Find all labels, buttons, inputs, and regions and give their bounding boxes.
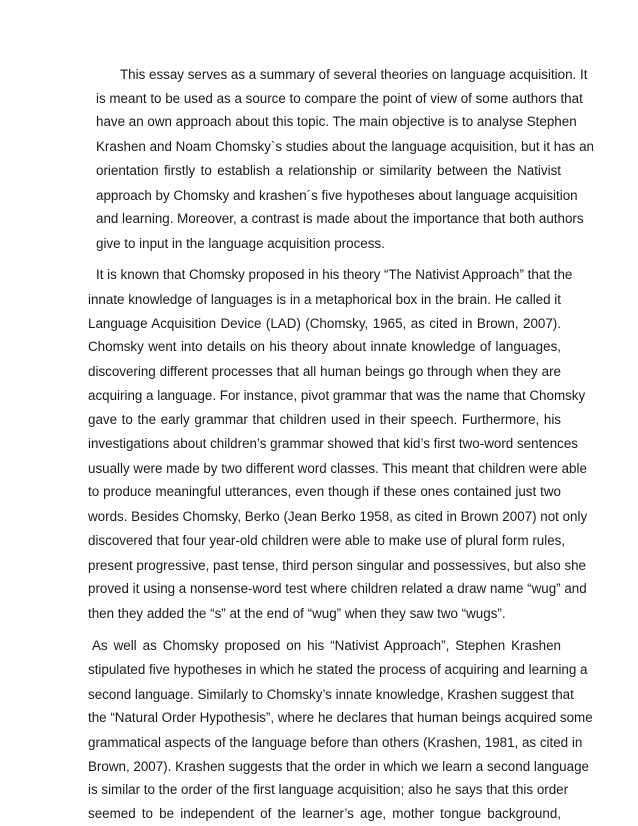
paragraph-2-line-13: present progressive, past tense, third person singular and possessives, but also she (88, 557, 586, 573)
paragraph-2-line-14: proved it using a nonsense-word test where children related a draw name “wug” and (88, 581, 587, 597)
paragraph-2-line-5: discovering different processes that all human beings go through when they are (88, 363, 561, 379)
paragraph-1-line-8: give to input in the language acquisition process. (96, 235, 385, 251)
paragraph-1-line-5: orientation firstly to establish a relationship or similarity between the Nativist (96, 162, 561, 178)
paragraph-2-line-11: words. Besides Chomsky, Berko (Jean Berko 1958, as cited in Brown 2007) not only (88, 509, 588, 525)
paragraph-1-line-4: Krashen and Noam Chomsky`s studies about the language acquisition, but it has an (96, 139, 594, 155)
paragraph-2-line-12: discovered that four year-old children were able to make use of plural form rules, (88, 532, 566, 548)
paragraph-3-line-1: As well as Chomsky proposed on his “Nativist Approach”, Stephen Krashen (92, 638, 561, 654)
paragraph-3-line-5: grammatical aspects of the language before than others (Krashen, 1981, as cited in (88, 734, 583, 750)
paragraph-2-line-15: then they added the “s” at the end of “wug” when they saw two “wugs”. (88, 605, 506, 621)
paragraph-1-line-3: have an own approach about this topic. The main objective is to analyse Stephen (96, 114, 577, 130)
paragraph-2-line-1: It is known that Chomsky proposed in his theory “The Nativist Approach” that the (96, 267, 573, 283)
paragraph-2-line-3: Language Acquisition Device (LAD) (Chomsky, 1965, as cited in Brown, 2007). (88, 315, 561, 331)
paragraph-1-line-7: and learning. Moreover, a contrast is made about the importance that both authors (96, 211, 584, 227)
paragraph-2-line-8: investigations about children’s grammar showed that kid’s first two-word sentences (88, 436, 578, 451)
paragraph-3-line-8: seemed to be independent of the learner’s age, mother tongue background, (88, 806, 561, 821)
paragraph-3-line-2: stipulated five hypotheses in which he stated the process of acquiring and learning a (88, 661, 588, 677)
paragraph-1-line-2: is meant to be used as a source to compare the point of view of some authors that (96, 90, 583, 106)
paragraph-2-line-7: gave to the early grammar that children used in their speech. Furthermore, his (88, 412, 561, 428)
paragraph-1-line-1: This essay serves as a summary of several theories on language acquisition. It (120, 67, 588, 82)
paragraph-2-line-9: usually were made by two different word classes. This meant that children were able (88, 460, 587, 476)
paragraph-3-line-3: second language. Similarly to Chomsky’s innate knowledge, Krashen suggest that (88, 686, 574, 702)
paragraph-2-line-6: acquiring a language. For instance, pivot grammar that was the name that Chomsky (88, 387, 586, 403)
paragraph-2-line-4: Chomsky went into details on his theory about innate knowledge of languages, (88, 339, 561, 355)
paragraph-2-line-2: innate knowledge of languages is in a metaphorical box in the brain. He called it (88, 291, 561, 307)
paragraph-1-line-6: approach by Chomsky and krashen´s five hypotheses about language acquisition (96, 187, 578, 203)
paragraph-3-line-4: the “Natural Order Hypothesis”, where he declares that human beings acquired some (88, 710, 593, 726)
paragraph-3-line-6: Brown, 2007). Krashen suggests that the order in which we learn a second language (88, 758, 589, 774)
paragraph-3-line-7: is similar to the order of the first language acquisition; also he says that this order (88, 782, 569, 798)
paragraph-2-line-10: to produce meaningful utterances, even though if these ones contained just two (88, 484, 561, 500)
